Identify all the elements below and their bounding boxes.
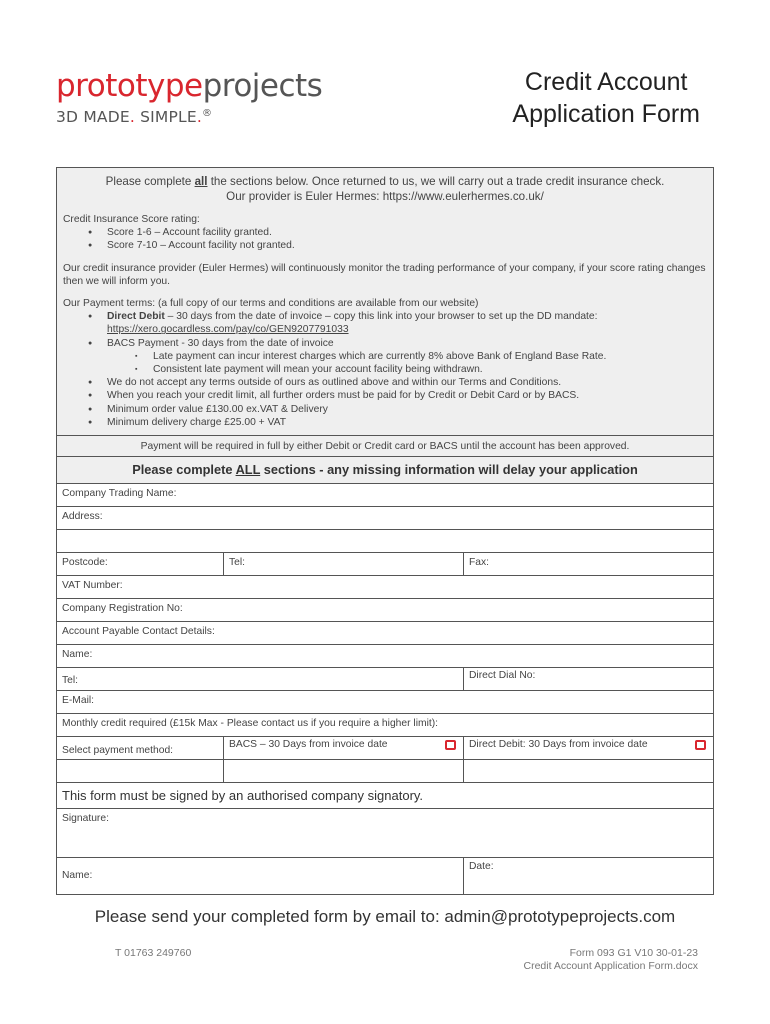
signature-row[interactable]	[57, 809, 713, 858]
ap-contact-row	[57, 622, 713, 645]
score-rating: Credit Insurance Score rating: ● Score 1-6 – Account facility granted. ● Score 7-10 – Account facility not granted.	[63, 213, 707, 253]
list-item: ● Score 1-6 – Account facility granted.	[107, 226, 707, 239]
list-item: ● Direct Debit – 30 days from the date of invoice – copy this link into your browser to set up the DD mandate: https://xero.gocardless.com/pay/co/GEN9207791033	[107, 310, 707, 336]
footer-phone: T 01763 249760	[115, 947, 192, 959]
email-row[interactable]	[57, 691, 713, 714]
tel-field[interactable]: Tel:	[223, 553, 463, 575]
list-item: ● BACS Payment - 30 days from the date of invoice ▪ Late payment can incur interest charges which are currently 8% above Bank of England Base Rate. ▪ Consistent late payment will mean your account facility being withdrawn.	[107, 337, 707, 377]
list-item: ● Score 7-10 – Account facility not granted.	[107, 239, 707, 252]
signature-label: Signature:	[62, 813, 109, 825]
dd-mandate-link[interactable]: https://xero.gocardless.com/pay/co/GEN9207791033	[107, 324, 349, 336]
list-item: ● We do not accept any terms outside of ours as outlined above and within our Terms and Conditions.	[107, 376, 707, 389]
payment-method-label: Select payment method:	[62, 745, 174, 757]
form-frame	[56, 167, 714, 895]
address-row-2[interactable]	[57, 530, 713, 553]
sig-name-date-row	[57, 858, 713, 894]
bacs-checkbox[interactable]	[445, 740, 456, 750]
list-item: ▪ Late payment can incur interest charges which are currently 8% above Bank of England Base Rate.	[153, 350, 707, 363]
intro-line2: Our provider is Euler Hermes: https://www.eulerhermes.co.uk/	[226, 190, 544, 203]
terms-panel	[57, 168, 713, 457]
form-title: Credit Account Application Form	[512, 68, 700, 128]
form-section-heading: Please complete ALL sections - any missing information will delay your application	[57, 457, 713, 484]
dd-option[interactable]: Direct Debit: 30 Days from invoice date	[463, 737, 713, 759]
bacs-option[interactable]: BACS – 30 Days from invoice date	[223, 737, 463, 759]
direct-dial-field[interactable]: Direct Dial No:	[463, 668, 713, 690]
list-item: ● Minimum delivery charge £25.00 + VAT	[107, 416, 707, 429]
dd-checkbox[interactable]	[695, 740, 706, 750]
fax-field[interactable]: Fax:	[463, 553, 713, 575]
ap-contact-label: Account Payable Contact Details:	[62, 626, 215, 638]
send-email-instruction: Please send your completed form by email to: admin@prototypeprojects.com	[94, 907, 676, 926]
payment-required-note: Payment will be required in full by either Debit or Credit card or BACS until the account has been approved.	[57, 435, 713, 456]
monitor-note: Our credit insurance provider (Euler Hermes) will continuously monitor the trading performance of your company, if your score rating changes then we will inform you.	[63, 262, 706, 287]
payment-terms: Our Payment terms: (a full copy of our terms and conditions are available from our website) ● Direct Debit – 30 days from the date of invoice – copy this link into your browser to set up the DD mandate: https://xero.gocardless.com/pay/co/GEN9207791033 ● BACS Payment - 30 days from the date of invoice ▪ Late payment can incur interest charges which are currently 8% above Bank of England Base Rate. ▪ Consistent late payment will mean your account facility being withdrawn. ● We do not accept any terms outside of ours as outlined above and within our Terms and Conditions. ● When you reach your credit limit, all further orders must be paid for by Credit or Debit Card or by BACS. ● Minimum order value £130.00 ex.VAT & Delivery ● Minimum delivery charge £25.00 + VAT	[63, 297, 707, 429]
address-label: Address:	[62, 511, 103, 523]
trading-name-label: Company Trading Name:	[62, 488, 177, 500]
tel-direct-dial-row	[57, 668, 713, 691]
address-row[interactable]	[57, 507, 713, 530]
monthly-credit-row[interactable]	[57, 714, 713, 737]
payment-method-row	[57, 737, 713, 760]
vat-label: VAT Number:	[62, 580, 123, 592]
list-item: ● Minimum order value £130.00 ex.VAT & Delivery	[107, 403, 707, 416]
reg-no-row[interactable]	[57, 599, 713, 622]
name-row[interactable]	[57, 645, 713, 668]
tel2-field[interactable]: Tel:	[62, 675, 79, 687]
monthly-credit-label: Monthly credit required (£15k Max - Please contact us if you require a higher limit):	[62, 718, 439, 730]
postcode-tel-fax-row	[57, 553, 713, 576]
vat-row[interactable]	[57, 576, 713, 599]
logo-wordmark: prototypeprojects	[56, 68, 323, 104]
reg-no-label: Company Registration No:	[62, 603, 183, 615]
trading-name-row[interactable]	[57, 484, 713, 507]
company-logo	[56, 68, 322, 126]
footer-form-info: Form 093 G1 V10 30-01-23 Credit Account Application Form.docx	[523, 947, 698, 972]
list-item: ● When you reach your credit limit, all further orders must be paid for by Credit or Debit Card or by BACS.	[107, 389, 707, 402]
date-field[interactable]: Date:	[463, 858, 713, 894]
email-label: E-Mail:	[62, 695, 95, 707]
name-label: Name:	[62, 649, 93, 661]
sig-name-field[interactable]: Name:	[62, 870, 93, 882]
signatory-heading: This form must be signed by an authorised company signatory.	[57, 783, 713, 809]
list-item: ▪ Consistent late payment will mean your account facility being withdrawn.	[153, 363, 707, 376]
payment-method-blank-row	[57, 760, 713, 783]
postcode-field[interactable]: Postcode:	[62, 557, 108, 569]
logo-tagline: 3D MADE. SIMPLE.®	[56, 108, 213, 127]
intro-line1: Please complete all the sections below. Once returned to us, we will carry out a trade credit insurance check.	[105, 175, 665, 188]
